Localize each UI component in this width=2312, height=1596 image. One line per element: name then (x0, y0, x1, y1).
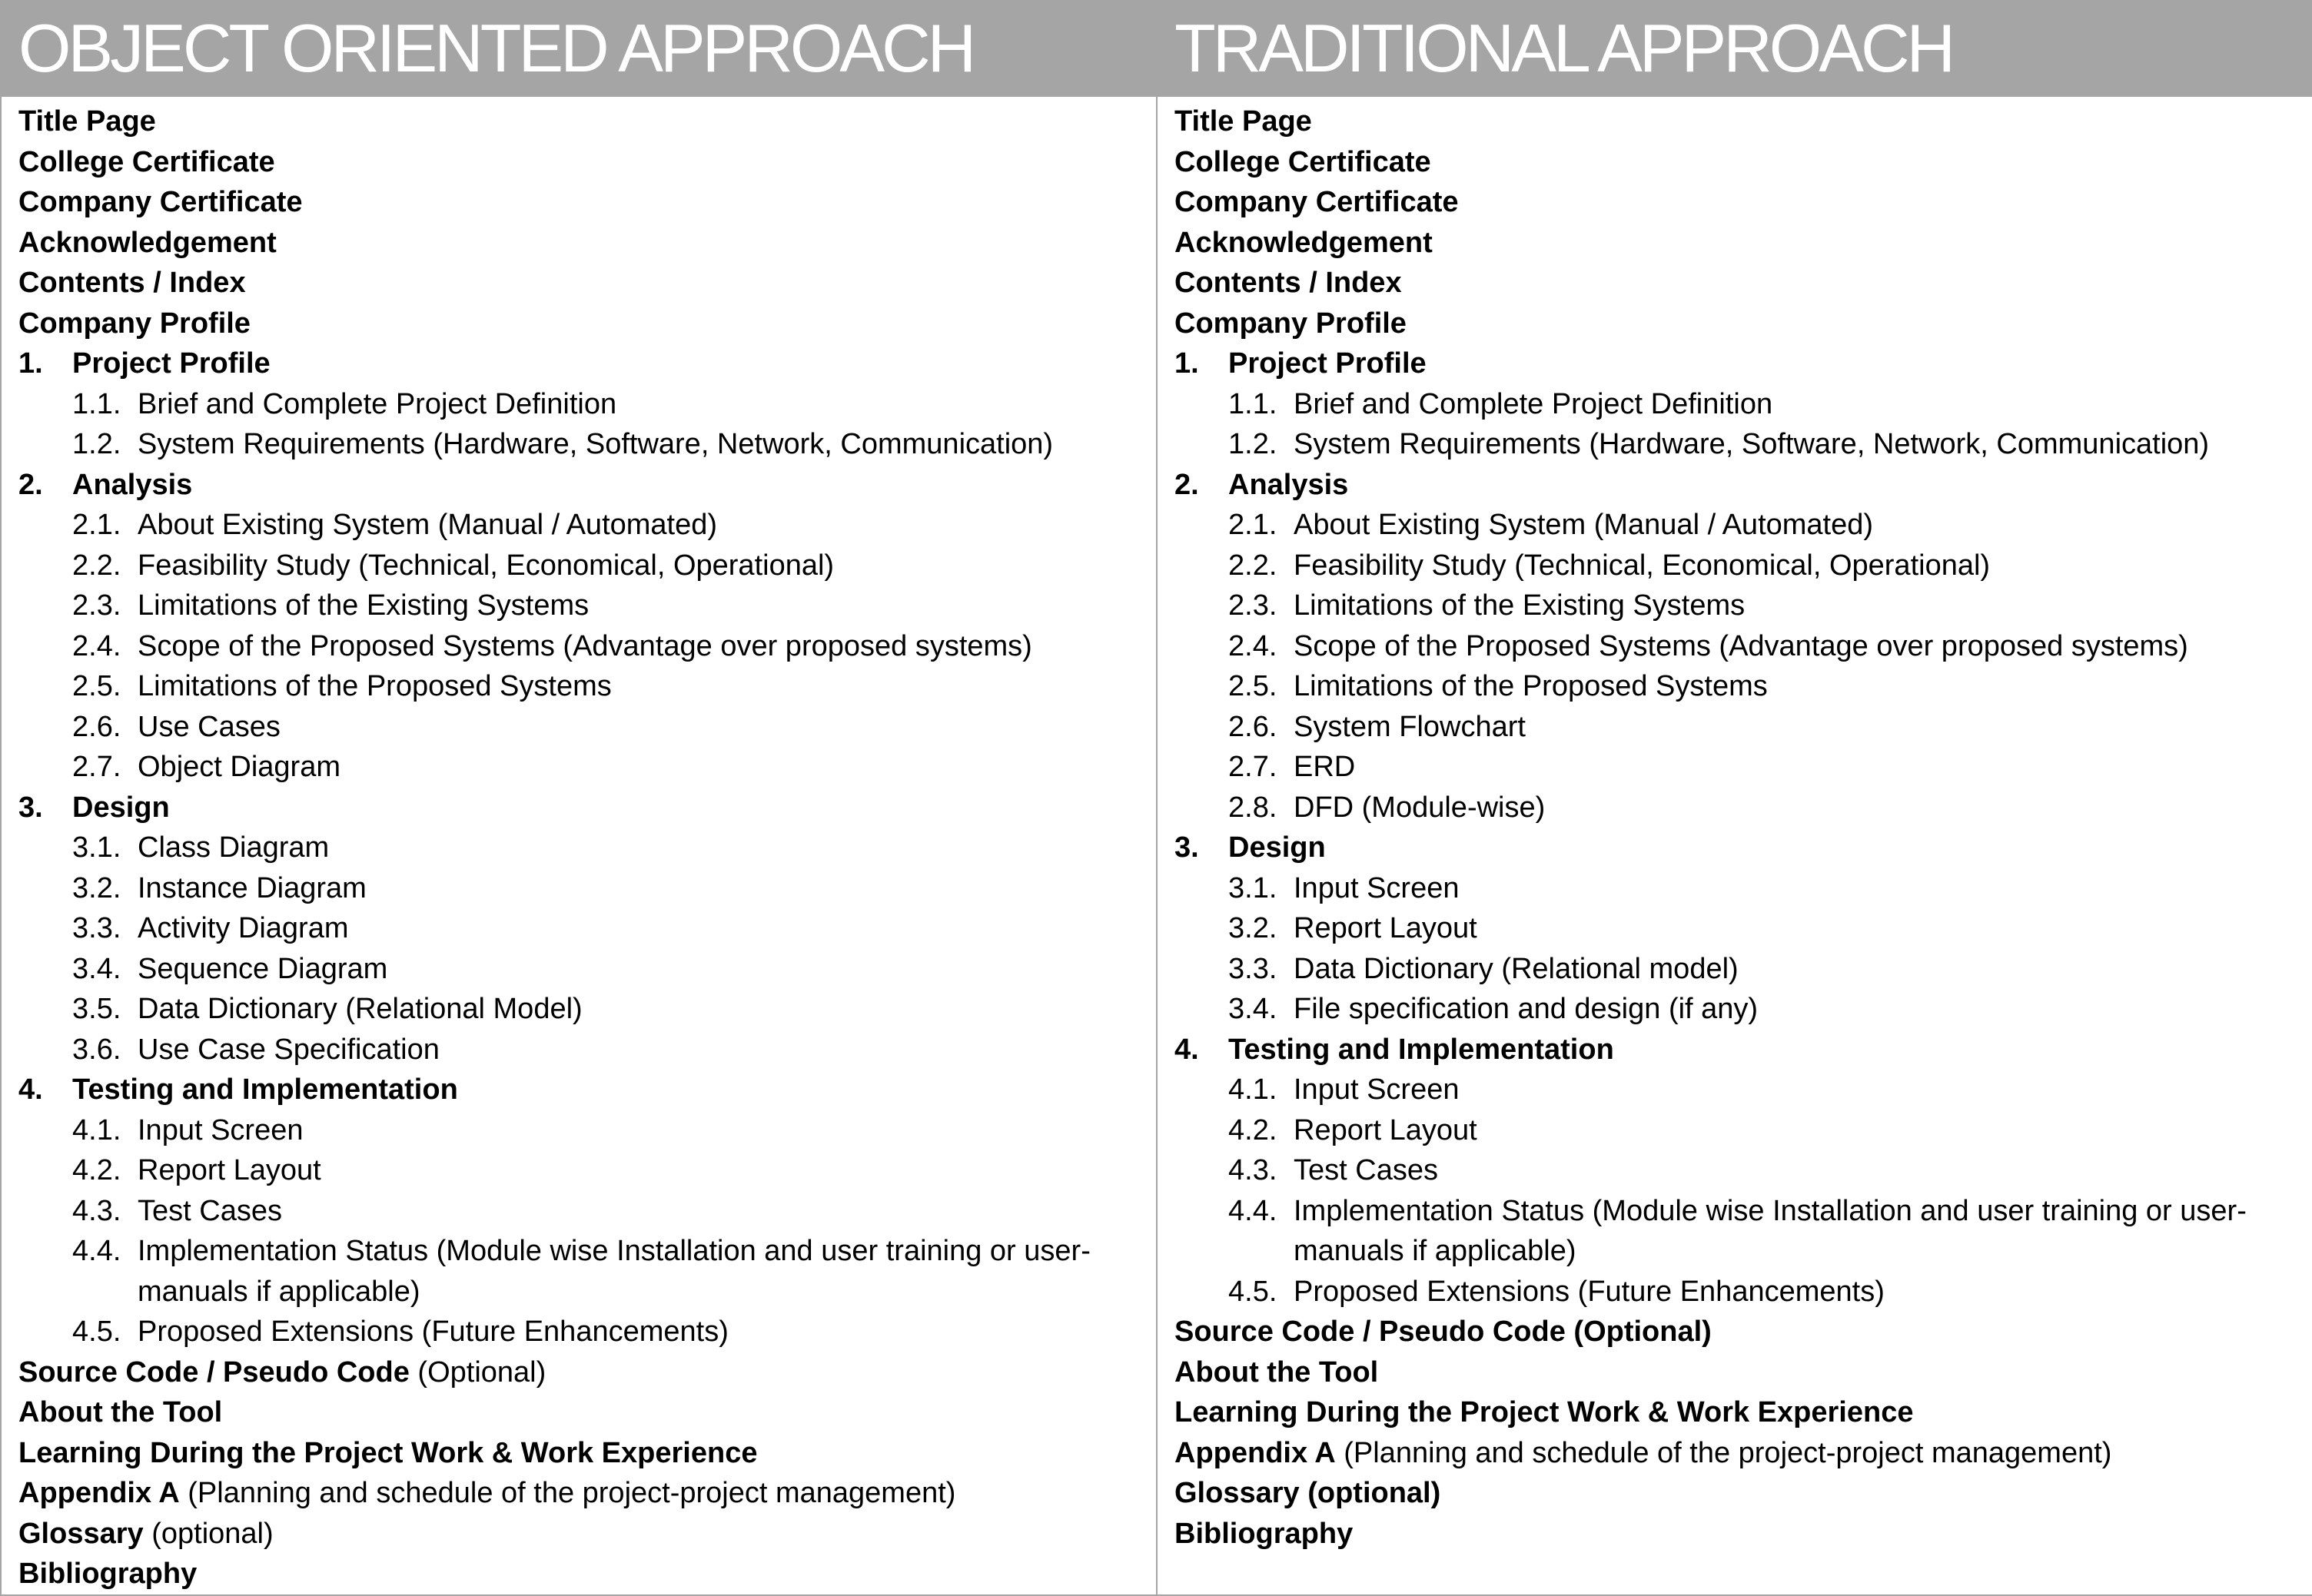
subsection-number: 4.5. (72, 1316, 121, 1348)
subsection-title: Brief and Complete Project Definition (138, 387, 617, 420)
subsection-title: Implementation Status (Module wise Installation and user training or user- (1294, 1194, 2247, 1227)
subsection-title: Data Dictionary (Relational model) (1294, 952, 1739, 985)
section-number: 4. (1174, 1033, 1199, 1066)
subsection-title: Implementation Status (Module wise Installation and user training or user- (138, 1235, 1091, 1267)
subsection-number: 3.6. (72, 1033, 121, 1066)
section-heading (18, 465, 1147, 506)
subsection-title: Feasibility Study (Technical, Economical, Operational) (138, 549, 835, 582)
section-number: 1. (18, 347, 43, 380)
subsection-number: 2.3. (72, 589, 121, 622)
subsection-item (1174, 989, 2303, 1030)
subsection-number: 4.4. (1228, 1194, 1277, 1227)
heading-line-with-note (1174, 1433, 2303, 1474)
subsection-number: 2.6. (1228, 710, 1277, 743)
subsection-number: 2.5. (1228, 670, 1277, 702)
section-number: 3. (18, 791, 43, 824)
section-title: Testing and Implementation (1228, 1033, 1614, 1066)
section-number: 2. (18, 468, 43, 501)
section-number: 2. (1174, 468, 1199, 501)
subsection-item (1174, 1070, 2303, 1110)
subsection-title: Report Layout (1294, 1113, 1477, 1146)
subsection-item (18, 384, 1147, 425)
subsection-item (18, 868, 1147, 909)
section-title: Project Profile (72, 347, 271, 380)
section-heading (18, 1070, 1147, 1110)
section-heading (1174, 343, 2303, 384)
section-heading (18, 343, 1147, 384)
subsection-item (1174, 868, 2303, 909)
subsection-title: DFD (Module-wise) (1294, 791, 1546, 824)
section-title: Analysis (72, 468, 193, 501)
heading-line: Acknowledgement (1174, 226, 1433, 259)
subsection-number: 3.5. (72, 993, 121, 1025)
heading-line: Company Profile (1174, 307, 1407, 340)
right-outline (1157, 96, 2312, 1595)
subsection-title: System Requirements (Hardware, Software, Network, Communication) (1294, 428, 2210, 460)
subsection-item (18, 1191, 1147, 1232)
subsection-title: Instance Diagram (138, 871, 367, 904)
subsection-item (18, 1030, 1147, 1070)
subsection-item (1174, 546, 2303, 586)
subsection-number: 4.3. (1228, 1154, 1277, 1186)
section-title: Project Profile (1228, 347, 1427, 380)
subsection-title: Brief and Complete Project Definition (1294, 387, 1773, 420)
subsection-item (18, 1231, 1147, 1272)
heading-line: Contents / Index (1174, 267, 1402, 299)
heading-line-with-note (18, 1514, 1147, 1555)
heading-bold-part: Source Code / Pseudo Code (18, 1355, 410, 1389)
heading-line: College Certificate (18, 145, 275, 178)
subsection-number: 3.3. (72, 912, 121, 944)
subsection-item (1174, 384, 2303, 425)
subsection-item (18, 1312, 1147, 1352)
subsection-item (18, 626, 1147, 667)
subsection-continuation: manuals if applicable) (138, 1275, 420, 1308)
subsection-title: Class Diagram (138, 831, 330, 864)
heading-note-part: (Planning and schedule of the project-project management) (179, 1477, 956, 1509)
subsection-item (1174, 908, 2303, 949)
subsection-title: Report Layout (138, 1154, 321, 1186)
subsection-item (18, 908, 1147, 949)
subsection-item (18, 1150, 1147, 1191)
subsection-title: Limitations of the Existing Systems (1294, 589, 1746, 622)
subsection-number: 1.2. (72, 428, 121, 460)
subsection-item (18, 546, 1147, 586)
heading-note-part: (Planning and schedule of the project-project management) (1335, 1436, 2112, 1469)
subsection-item (1174, 424, 2303, 465)
heading-line: About the Tool (18, 1396, 223, 1428)
subsection-title: Object Diagram (138, 751, 340, 783)
subsection-number: 2.7. (1228, 751, 1277, 783)
subsection-item (1174, 1272, 2303, 1312)
header-row (1, 1, 2312, 96)
section-heading (1174, 465, 2303, 506)
subsection-title: Proposed Extensions (Future Enhancements) (138, 1316, 729, 1348)
subsection-title: Use Cases (138, 710, 281, 743)
subsection-number: 3.1. (72, 831, 121, 864)
subsection-number: 2.7. (72, 751, 121, 783)
subsection-item (18, 707, 1147, 748)
left-column-title: OBJECT ORIENTED APPROACH (1, 1, 1157, 96)
subsection-number: 1.1. (72, 387, 121, 420)
subsection-title: Test Cases (1294, 1154, 1438, 1186)
subsection-title: Data Dictionary (Relational Model) (138, 993, 583, 1025)
heading-line: Company Certificate (18, 186, 303, 218)
subsection-item (18, 747, 1147, 788)
heading-line-with-note (18, 1473, 1147, 1514)
subsection-number: 3.1. (1228, 871, 1277, 904)
section-number: 1. (1174, 347, 1199, 380)
subsection-number: 2.1. (72, 509, 121, 541)
subsection-item (1174, 707, 2303, 748)
section-title: Design (1228, 831, 1326, 864)
heading-line: Bibliography (18, 1558, 198, 1590)
heading-line: Title Page (1174, 105, 1312, 138)
subsection-title: Scope of the Proposed Systems (Advantage over proposed systems) (138, 629, 1032, 662)
subsection-number: 3.4. (72, 952, 121, 985)
subsection-continuation: manuals if applicable) (1294, 1235, 1576, 1267)
subsection-item (18, 828, 1147, 868)
subsection-title: About Existing System (Manual / Automated) (138, 509, 718, 541)
subsection-number: 3.2. (1228, 912, 1277, 944)
subsection-title: Activity Diagram (138, 912, 349, 944)
subsection-title: Report Layout (1294, 912, 1477, 944)
heading-line: Bibliography (1174, 1517, 1354, 1550)
section-heading (1174, 1030, 2303, 1070)
heading-bold-part: Glossary (18, 1517, 144, 1550)
subsection-title: Limitations of the Proposed Systems (1294, 670, 1768, 702)
heading-line: College Certificate (1174, 145, 1431, 178)
heading-line: Company Certificate (1174, 186, 1459, 218)
heading-bold-part: Appendix A (18, 1477, 180, 1509)
heading-bold-part: Appendix A (1174, 1436, 1336, 1469)
subsection-number: 3.3. (1228, 952, 1277, 985)
section-number: 3. (1174, 831, 1199, 864)
subsection-item (1174, 949, 2303, 990)
subsection-title: Input Screen (1294, 1073, 1460, 1106)
subsection-item (18, 1110, 1147, 1151)
heading-line: Learning During the Project Work & Work Experience (18, 1436, 758, 1469)
heading-note-part: (Optional) (409, 1355, 546, 1389)
subsection-title: File specification and design (if any) (1294, 993, 1759, 1025)
subsection-item (18, 949, 1147, 990)
subsection-item (1174, 1150, 2303, 1191)
subsection-number: 4.4. (72, 1235, 121, 1267)
heading-line: Learning During the Project Work & Work Experience (1174, 1396, 1914, 1428)
subsection-title: Test Cases (138, 1194, 282, 1227)
subsection-title: System Requirements (Hardware, Software, Network, Communication) (138, 428, 1054, 460)
subsection-item (1174, 666, 2303, 707)
subsection-number: 2.8. (1228, 791, 1277, 824)
heading-line: Title Page (18, 105, 156, 138)
section-title: Analysis (1228, 468, 1349, 501)
subsection-item (1174, 586, 2303, 626)
subsection-number: 2.2. (1228, 549, 1277, 582)
heading-line: Company Profile (18, 307, 251, 340)
subsection-number: 1.2. (1228, 428, 1277, 460)
subsection-number: 2.5. (72, 670, 121, 702)
subsection-item (18, 666, 1147, 707)
subsection-title: Feasibility Study (Technical, Economical, Operational) (1294, 549, 1991, 582)
heading-line: Contents / Index (18, 267, 246, 299)
subsection-item (1174, 505, 2303, 546)
subsection-title: Sequence Diagram (138, 952, 388, 985)
subsection-number: 2.3. (1228, 589, 1277, 622)
heading-line: About the Tool (1174, 1355, 1379, 1389)
heading-line: Acknowledgement (18, 226, 277, 259)
subsection-number: 2.2. (72, 549, 121, 582)
section-heading (1174, 828, 2303, 868)
subsection-title: Scope of the Proposed Systems (Advantage over proposed systems) (1294, 629, 2188, 662)
section-number: 4. (18, 1073, 43, 1106)
subsection-item (1174, 747, 2303, 788)
subsection-item (1174, 1110, 2303, 1151)
subsection-item (1174, 788, 2303, 828)
section-title: Testing and Implementation (72, 1073, 458, 1106)
subsection-title: Limitations of the Proposed Systems (138, 670, 612, 702)
subsection-title: ERD (1294, 751, 1356, 783)
subsection-title: Input Screen (1294, 871, 1460, 904)
heading-line: Source Code / Pseudo Code (Optional) (1174, 1316, 1712, 1348)
subsection-number: 4.2. (1228, 1113, 1277, 1146)
subsection-item (18, 424, 1147, 465)
subsection-title: System Flowchart (1294, 710, 1526, 743)
subsection-title: Use Case Specification (138, 1033, 440, 1066)
subsection-item (1174, 1191, 2303, 1232)
subsection-number: 2.6. (72, 710, 121, 743)
subsection-item (18, 505, 1147, 546)
section-title: Design (72, 791, 170, 824)
subsection-number: 2.4. (1228, 629, 1277, 662)
subsection-item (18, 989, 1147, 1030)
subsection-number: 1.1. (1228, 387, 1277, 420)
subsection-number: 4.5. (1228, 1275, 1277, 1308)
subsection-number: 2.1. (1228, 509, 1277, 541)
heading-line: Glossary (optional) (1174, 1477, 1441, 1509)
subsection-number: 4.3. (72, 1194, 121, 1227)
body-row (1, 96, 2312, 1595)
heading-note-part: (optional) (143, 1517, 274, 1550)
right-column-title: TRADITIONAL APPROACH (1157, 1, 2312, 96)
subsection-title: About Existing System (Manual / Automated) (1294, 509, 1874, 541)
subsection-item (18, 586, 1147, 626)
heading-line-with-note (18, 1352, 1147, 1393)
subsection-item (1174, 626, 2303, 667)
subsection-title: Proposed Extensions (Future Enhancements) (1294, 1275, 1885, 1308)
subsection-title: Input Screen (138, 1113, 304, 1146)
subsection-number: 2.4. (72, 629, 121, 662)
subsection-title: Limitations of the Existing Systems (138, 589, 590, 622)
section-heading (18, 788, 1147, 828)
left-outline (1, 96, 1157, 1595)
subsection-number: 4.1. (1228, 1073, 1277, 1106)
subsection-number: 4.2. (72, 1154, 121, 1186)
subsection-number: 3.4. (1228, 993, 1277, 1025)
subsection-number: 4.1. (72, 1113, 121, 1146)
subsection-number: 3.2. (72, 871, 121, 904)
